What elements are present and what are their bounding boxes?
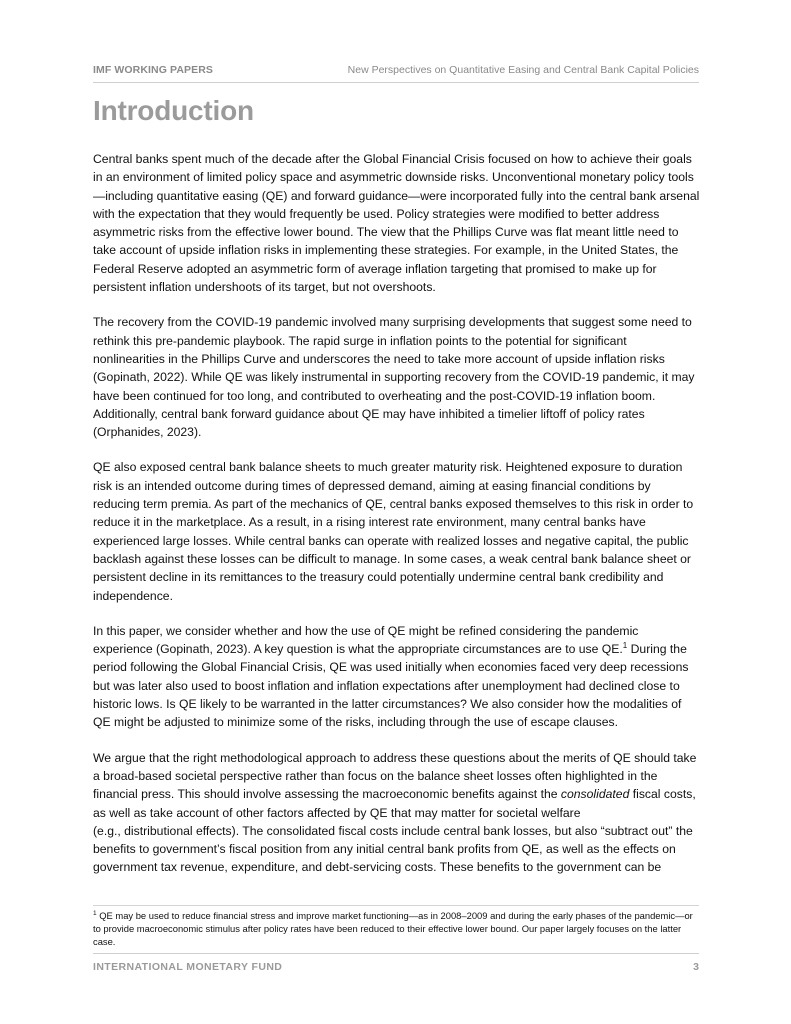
paragraph-text: In this paper, we consider whether and how the use of QE might be refined considering the pandemic experience (Gopinath, 2023). A key question is what the appropriate circumstances are to use QE. [93, 623, 639, 657]
page-number: 3 [693, 961, 699, 973]
emphasis-text: consolidated [560, 787, 630, 802]
paragraph-text: fiscal costs, as well as take account of other factors affected by QE that may matter for societal welfare [93, 787, 696, 820]
footnote-divider [93, 905, 699, 906]
paragraph-text: (e.g., distributional effects). The consolidated fiscal costs include central bank losses, but also “subtract out” the benefits to government’s fiscal position from any initial central bank profits from QE, as well as the effects on government tax revenue, expenditure, and debt-servicing costs. These benefits to the government can be [93, 823, 693, 875]
body-text [93, 150, 700, 894]
paragraph [93, 749, 700, 877]
running-header-series: IMF WORKING PAPERS [93, 64, 214, 76]
footer-divider [93, 953, 699, 954]
section-title: Introduction [93, 95, 254, 126]
footnote-number: 1 [93, 909, 97, 917]
paragraph-text: During the period following the Global Financial Crisis, QE was used initially when economies faced very deep recessions but was later also used to boost inflation and inflation expectations after unemployment had declined close to historic lows. Is QE likely to be warranted in the latter circumstances? We also consider how the modalities of QE might be adjusted to minimize some of the risks, including through the use of escape clauses. [93, 642, 689, 730]
paragraph: QE also exposed central bank balance sheets to much greater maturity risk. Heightened exposure to duration risk is an intended outcome during times of depressed demand, aiming at easing financial conditions by reducing term premia. As part of the mechanics of QE, central banks exposed themselves to this risk in order to reduce it in the marketplace. As a result, in a rising interest rate environment, many central banks have experienced large losses. While central banks can operate with realized losses and negative capital, the public backlash against these losses can be difficult to manage. In some cases, a weak central bank balance sheet or persistent decline in its remittances to the treasury could potentially undermine central bank credibility and independence. [93, 460, 694, 603]
footnote-reference[interactable]: 1 [622, 641, 628, 651]
running-header-title: New Perspectives on Quantitative Easing and Central Bank Capital Policies [347, 64, 699, 76]
paragraph [93, 622, 700, 732]
footnote-text: QE may be used to reduce financial stress and improve market functioning—as in 2008–2009 and during the early phases of the pandemic—or to provide macroeconomic stimulus after policy rates have been reduced to their effective lower bound. Our paper largely focuses on the latter case. [93, 910, 693, 947]
header-divider [93, 82, 699, 83]
paragraph-text: We argue that the right methodological approach to address these questions about the merits of QE should take a broad-based societal perspective rather than focus on the balance sheet losses often highlighted in the financial press. This should involve assessing the macroeconomic benefits against the [93, 750, 697, 802]
footnote [93, 909, 698, 948]
paragraph: Central banks spent much of the decade after the Global Financial Crisis focused on how to achieve their goals in an environment of limited policy space and asymmetric downside risks. Unconventional monetary policy tools—including quantitative easing (QE) and forward guidance—were incorporated fully into the central bank arsenal with the expectation that they would frequently be used. Policy strategies were modified to better address asymmetric risks from the effective lower bound. The view that the Phillips Curve was flat meant little need to take account of upside inflation risks in implementing these strategies. For example, in the United States, the Federal Reserve adopted an asymmetric form of average inflation targeting that promised to make up for persistent inflation undershoots of its target, but not overshoots. [93, 152, 700, 295]
footer-organization: INTERNATIONAL MONETARY FUND [93, 961, 283, 973]
paragraph: The recovery from the COVID-19 pandemic involved many surprising developments that suggest some need to rethink this pre-pandemic playbook. The rapid surge in inflation points to the potential for significant nonlinearities in the Phillips Curve and underscores the need to take more account of upside inflation risks (Gopinath, 2022). While QE was likely instrumental in supporting recovery from the COVID-19 pandemic, it may have been continued for too long, and contributed to overheating and the post-COVID-19 inflation boom. Additionally, central bank forward guidance about QE may have inhibited a timelier liftoff of policy rates (Orphanides, 2023). [93, 315, 695, 440]
